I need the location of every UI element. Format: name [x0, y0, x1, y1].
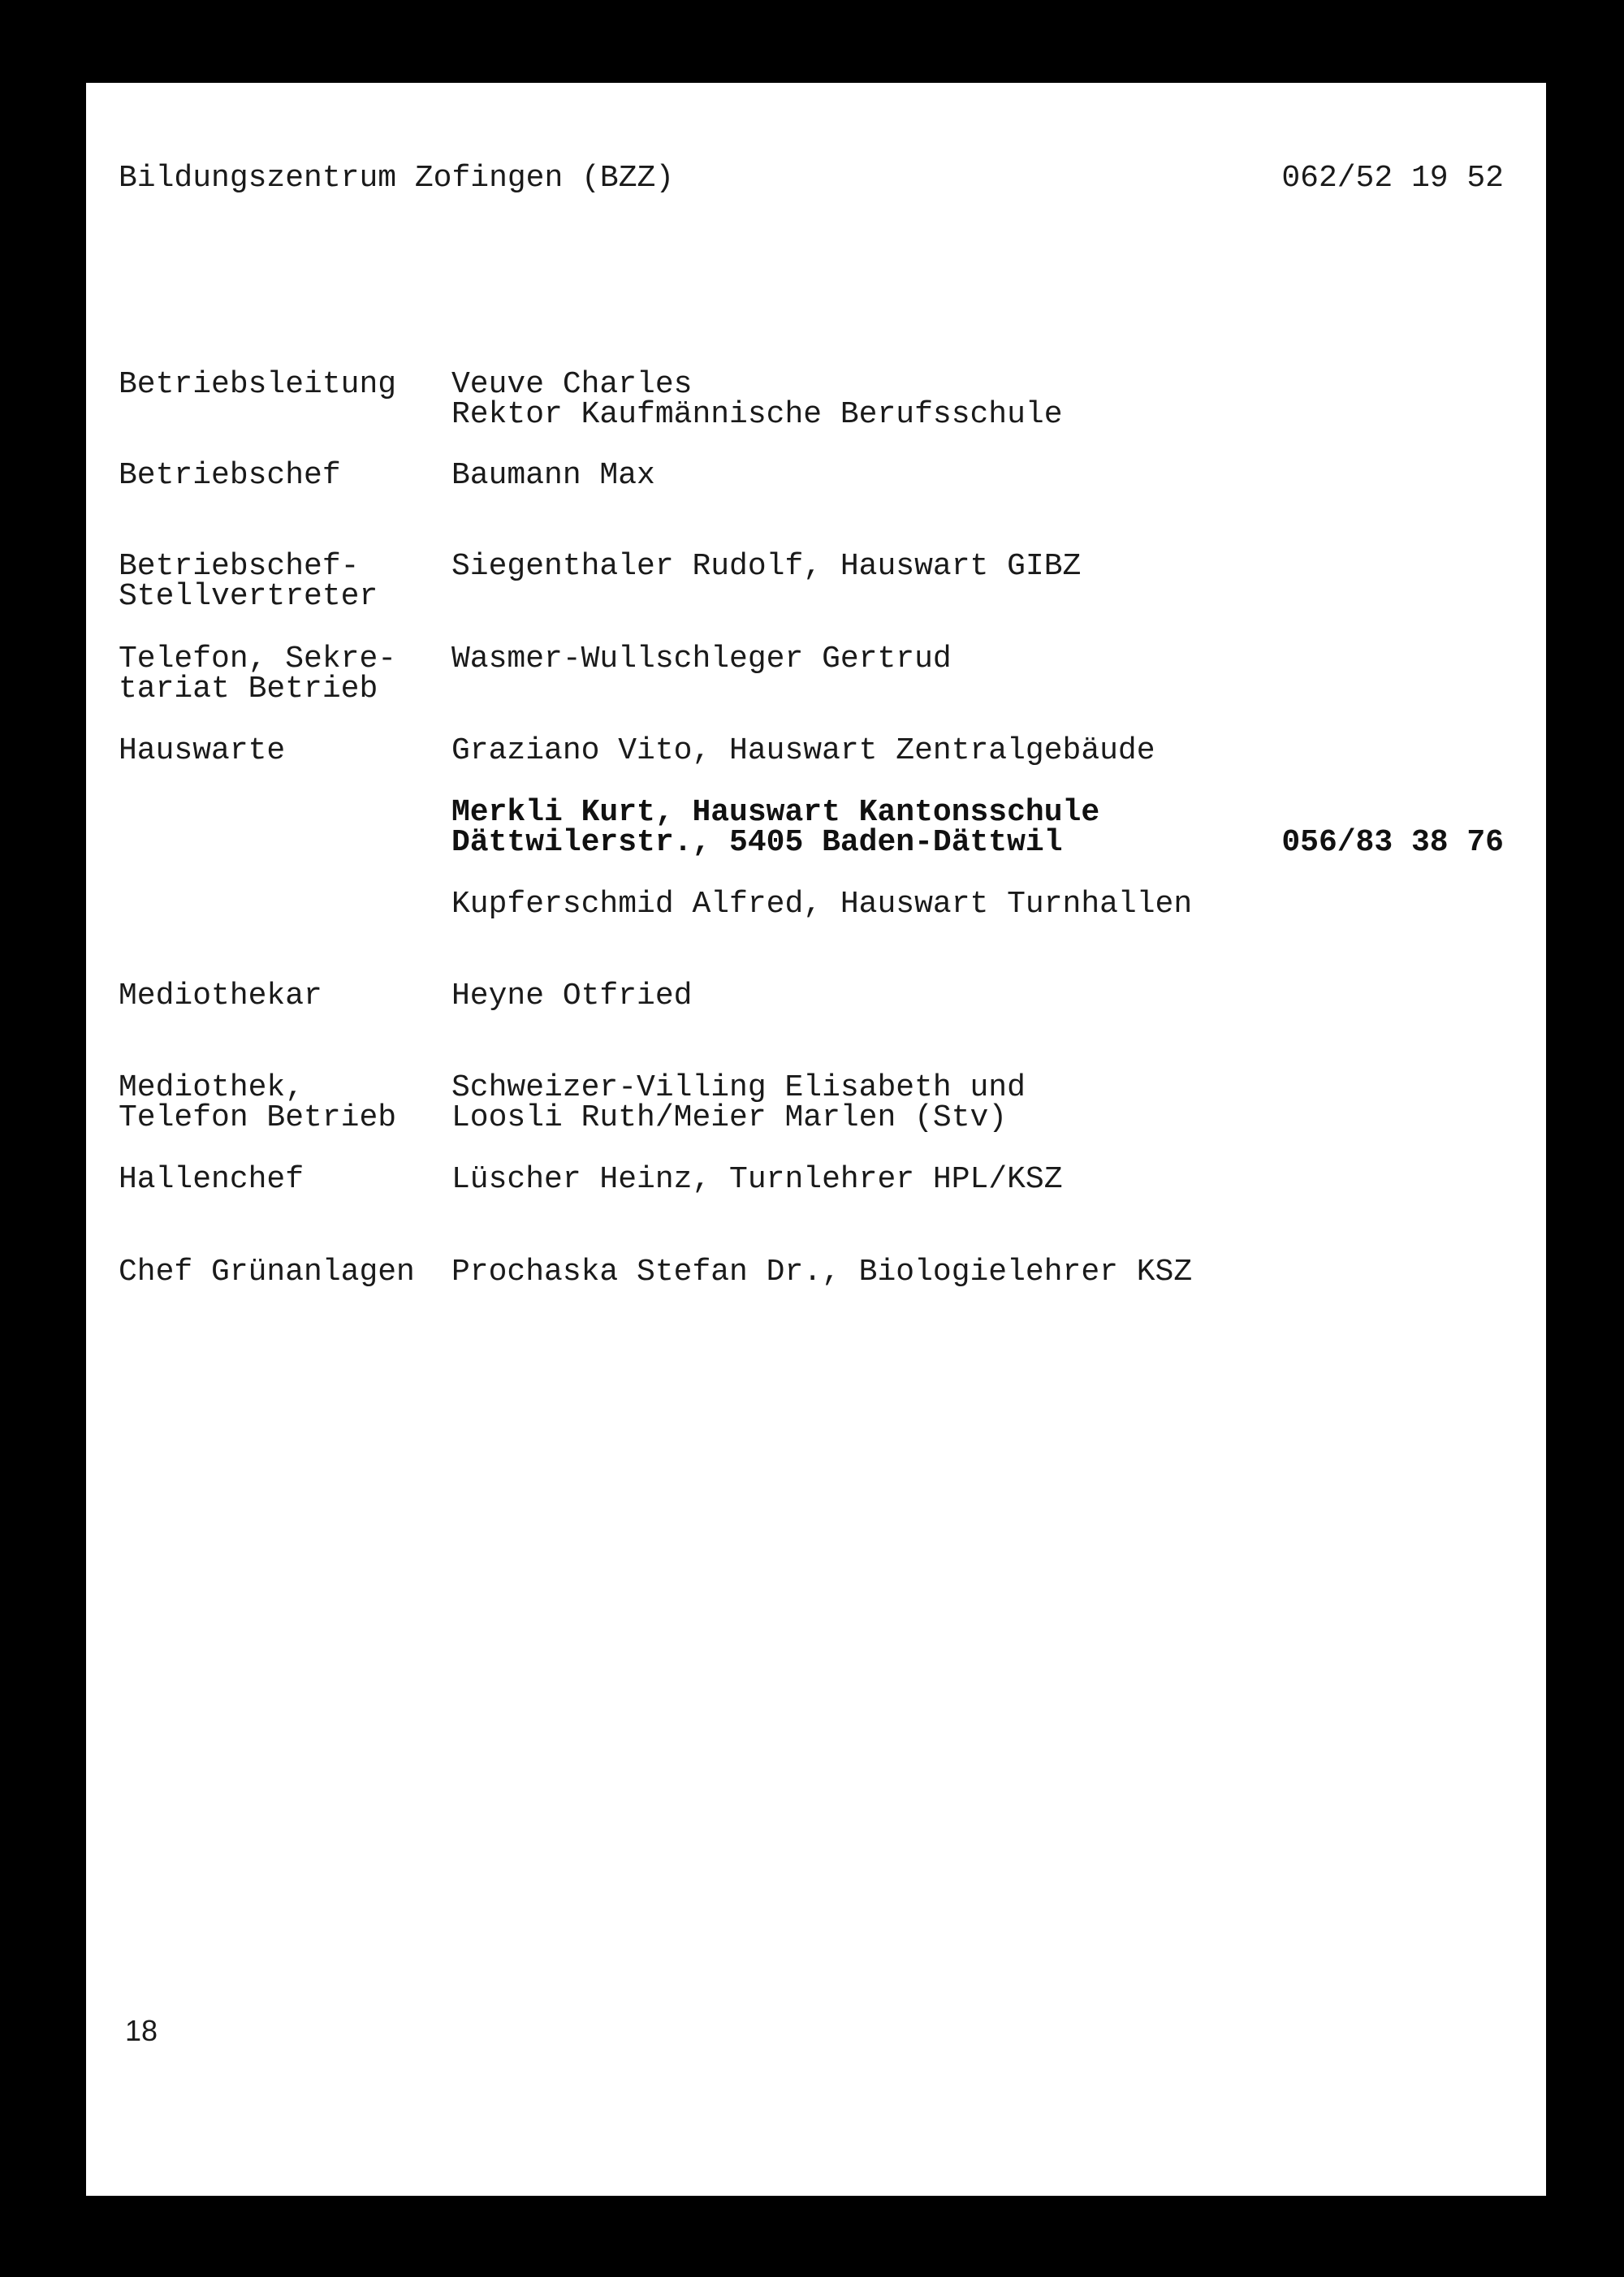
entry-value: Dättwilerstr., 5405 Baden-Dättwil	[451, 825, 1063, 860]
entry-value: Heyne Otfried	[451, 979, 693, 1013]
entry-value: Veuve Charles	[451, 367, 693, 402]
entry-label: Betriebschef-	[119, 549, 360, 584]
entry-label: Chef Grünanlagen	[119, 1255, 415, 1290]
entry-label: Betriebsleitung	[119, 367, 397, 402]
entry-label: Mediothek,	[119, 1070, 304, 1105]
entry-value: Loosli Ruth/Meier Marlen (Stv)	[451, 1100, 1008, 1135]
entry-value: Merkli Kurt, Hauswart Kantonsschule	[451, 795, 1100, 830]
entry-value: Lüscher Heinz, Turnlehrer HPL/KSZ	[451, 1162, 1063, 1197]
entry-label: Telefon Betrieb	[119, 1100, 397, 1135]
entry-label: Stellvertreter	[119, 579, 378, 614]
entry-value: Rektor Kaufmännische Berufsschule	[451, 397, 1063, 432]
entry-label: tariat Betrieb	[119, 672, 378, 706]
entry-value: Siegenthaler Rudolf, Hauswart GIBZ	[451, 549, 1082, 584]
entry-label: Telefon, Sekre-	[119, 642, 397, 676]
entry-phone: 056/83 38 76	[1281, 825, 1504, 860]
organization-phone: 062/52 19 52	[1281, 161, 1504, 196]
organization-title: Bildungszentrum Zofingen (BZZ)	[119, 161, 675, 196]
entry-value: Graziano Vito, Hauswart Zentralgebäude	[451, 733, 1155, 768]
entry-value: Wasmer-Wullschleger Gertrud	[451, 642, 952, 676]
page-number: 18	[125, 2014, 158, 2047]
entry-label: Hauswarte	[119, 733, 286, 768]
entry-label: Betriebschef	[119, 458, 341, 493]
entry-value: Baumann Max	[451, 458, 655, 493]
entry-label: Hallenchef	[119, 1162, 304, 1197]
entry-label: Mediothekar	[119, 979, 322, 1013]
entry-value: Kupferschmid Alfred, Hauswart Turnhallen	[451, 887, 1193, 922]
entry-value: Schweizer-Villing Elisabeth und	[451, 1070, 1026, 1105]
entry-value: Prochaska Stefan Dr., Biologielehrer KSZ	[451, 1255, 1193, 1290]
